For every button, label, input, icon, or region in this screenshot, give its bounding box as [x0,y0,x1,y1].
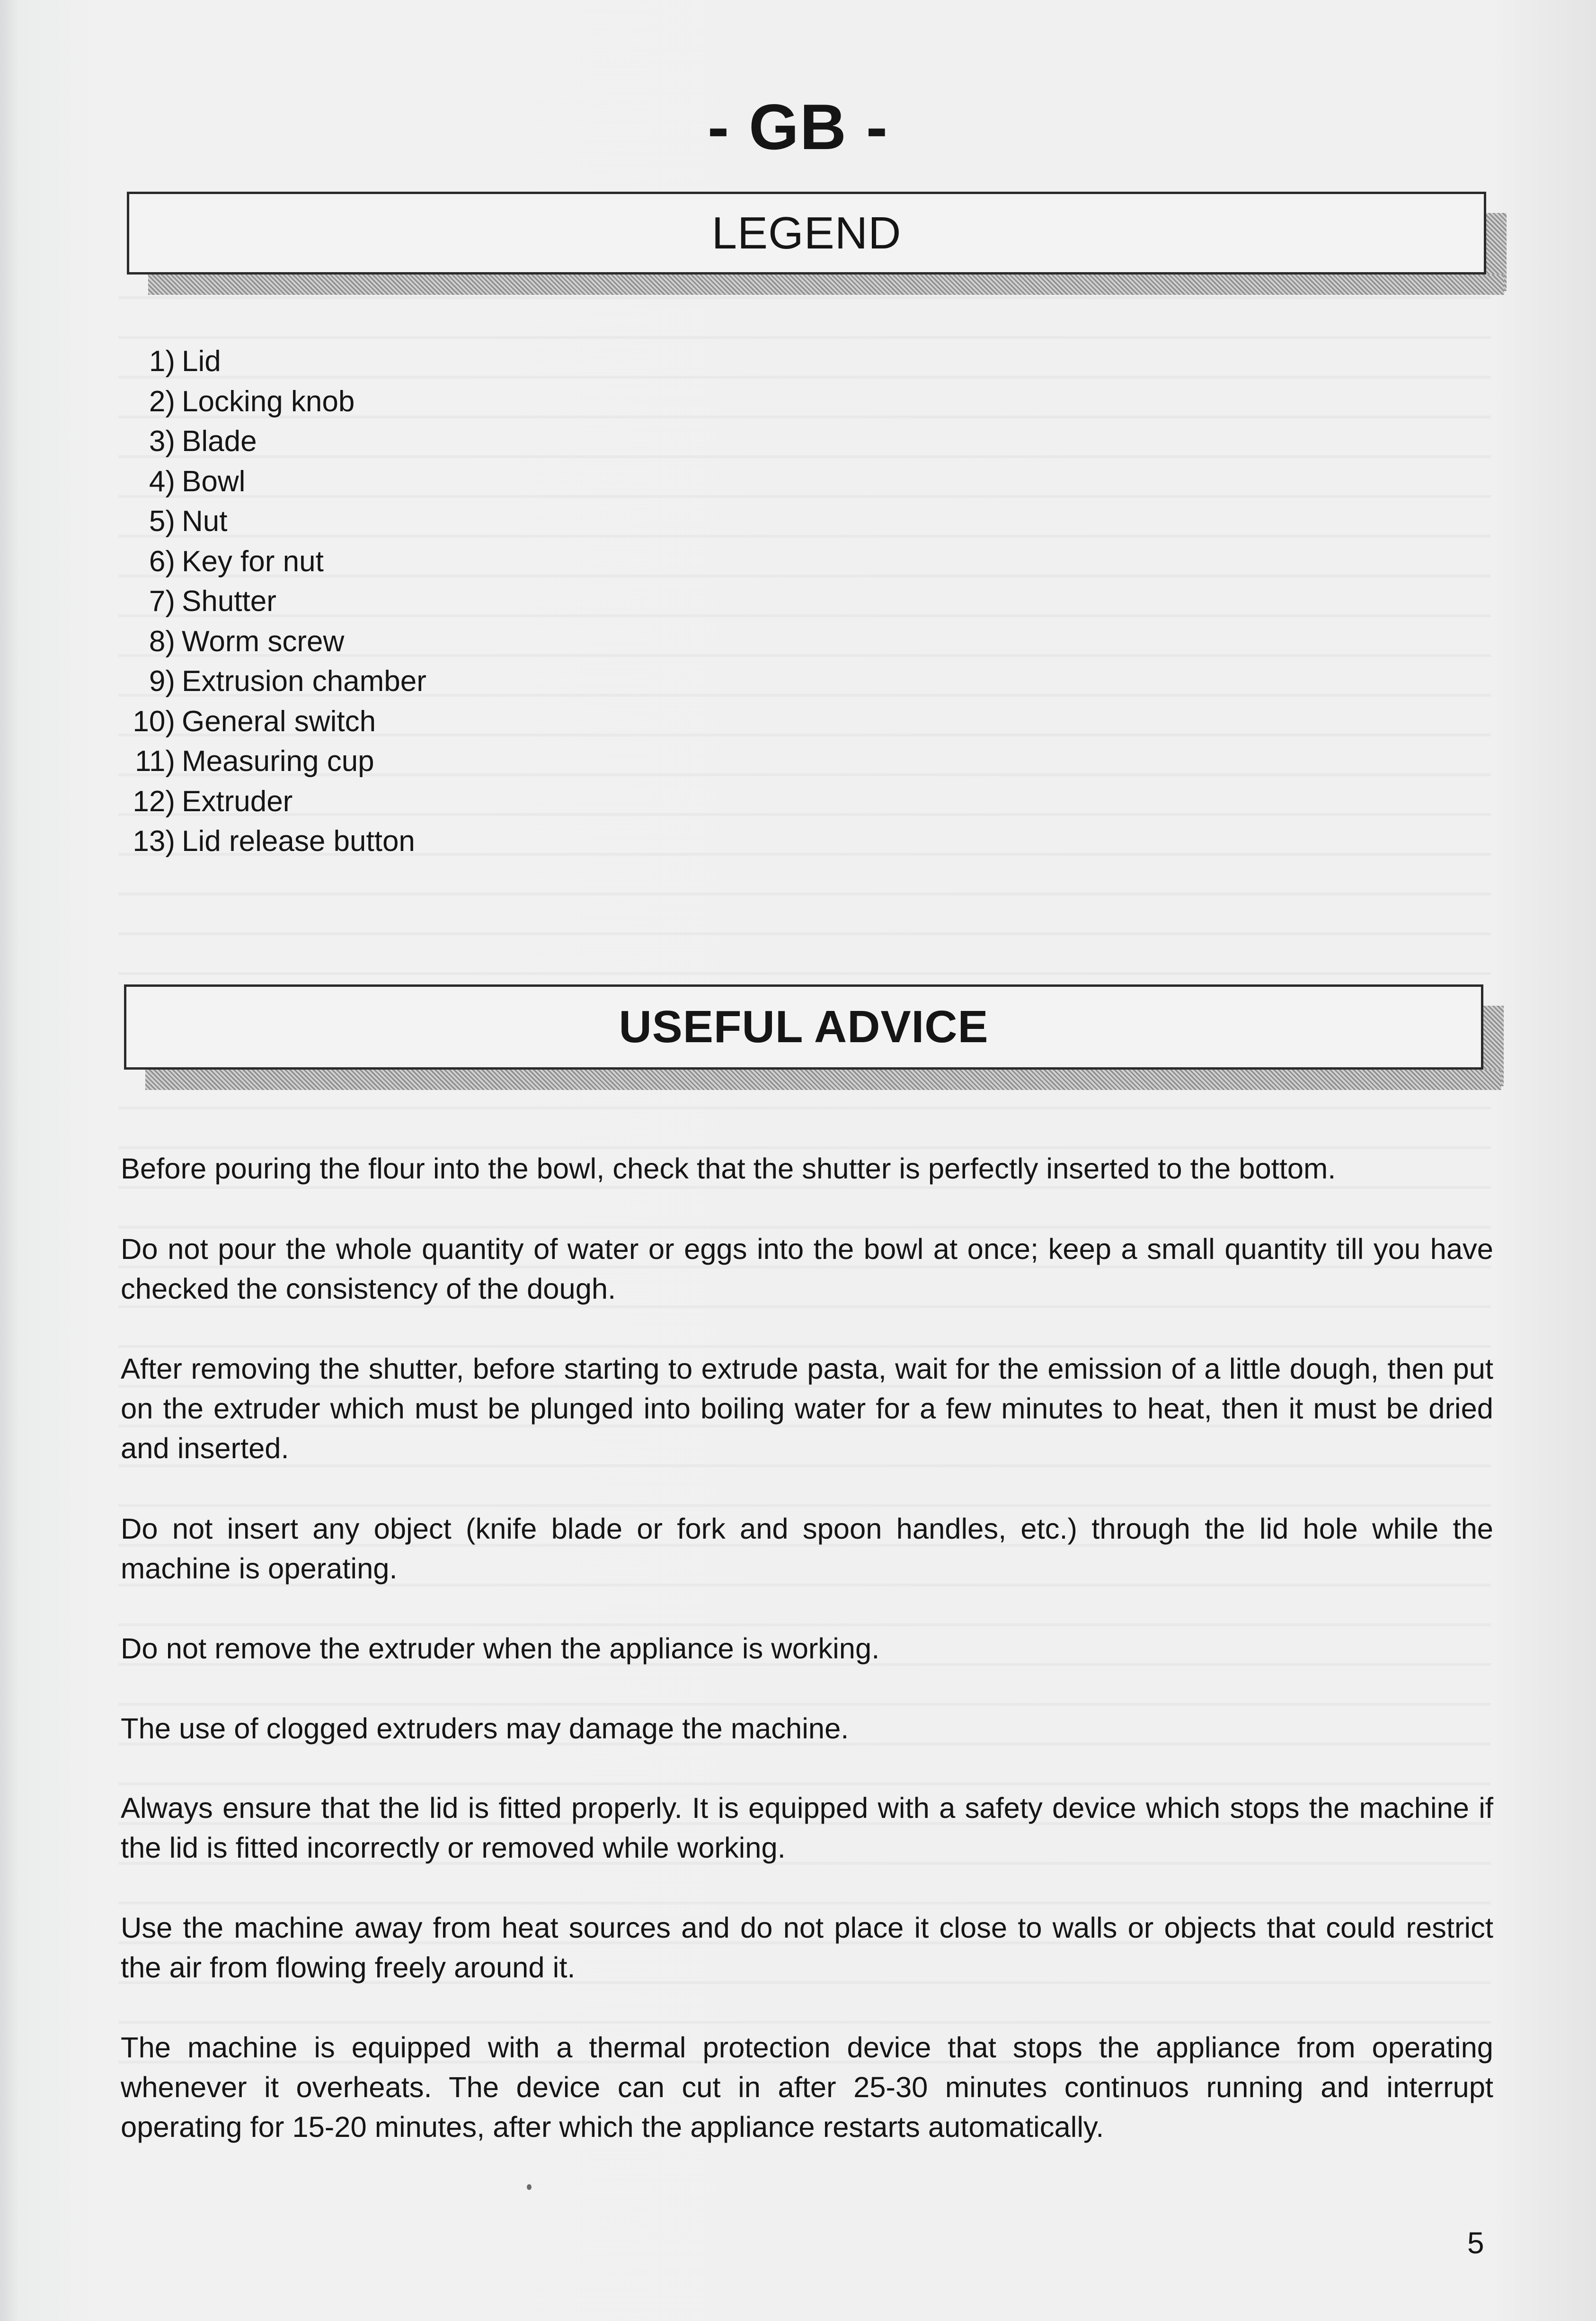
advice-paragraph: Do not insert any object (knife blade or fork and spoon handles, etc.) through the lid hole while the machine is operating. [121,1513,1493,1585]
legend-item [116,382,426,422]
legend-item-label: Blade [182,425,257,458]
legend-item-label: Nut [182,505,228,538]
legend-item-number: 7) [149,585,175,618]
legend-item [116,502,426,542]
advice-paragraph: Before pouring the flour into the bowl, check that the shutter is perfectly inserted to the bottom. [121,1152,1336,1185]
legend-item [116,622,426,662]
legend-item [116,582,426,622]
legend-title-box [127,192,1486,275]
legend-item-number: 6) [149,545,175,578]
legend-item [116,702,426,742]
country-heading: - GB - [707,91,889,163]
legend-item-label: Worm screw [182,625,345,658]
legend-item-number: 10) [133,705,175,738]
legend-item [116,742,426,782]
legend-item-label: Measuring cup [182,745,374,778]
legend-item-label: Extruder [182,785,293,818]
legend-item-number: 4) [149,465,175,498]
legend-item-number: 2) [149,385,175,418]
legend-item-label: Lid release button [182,825,415,858]
legend-item-label: Extrusion chamber [182,665,426,698]
legend-item [116,462,426,502]
legend-list [116,342,426,862]
legend-item-number: 5) [149,505,175,538]
advice-paragraph: Do not pour the whole quantity of water or eggs into the bowl at once; keep a small quantity till you have checked the consistency of the dough. [121,1233,1493,1305]
legend-item-label: Locking knob [182,385,355,418]
advice-paragraph: Always ensure that the lid is fitted properly. It is equipped with a safety device which stops the machine if the lid is fitted incorrectly or removed while working. [121,1792,1493,1864]
legend-item-label: Key for nut [182,545,324,578]
legend-item [116,662,426,702]
legend-item [116,822,426,862]
legend-item-number: 12) [133,785,175,818]
advice-paragraph: Use the machine away from heat sources and do not place it close to walls or objects that could restrict the air from flowing freely around it. [121,1912,1493,1984]
legend-item [116,342,426,382]
legend-item-label: Shutter [182,585,276,618]
legend-item [116,782,426,822]
legend-item-label: Bowl [182,465,246,498]
box-shadow [148,275,1504,295]
legend-item-label: Lid [182,345,221,378]
advice-title: USEFUL ADVICE [619,1001,989,1052]
page-number: 5 [1467,2226,1484,2260]
advice-paragraph: Do not remove the extruder when the appliance is working. [121,1632,880,1665]
legend-item-number: 11) [134,745,175,778]
legend-item-label: General switch [182,705,376,738]
legend-item-number: 8) [149,625,175,658]
legend-item-number: 3) [149,425,175,458]
legend-item-number: 1) [149,345,175,378]
legend-item [116,542,426,582]
advice-paragraph: The use of clogged extruders may damage the machine. [121,1712,849,1745]
box-shadow [145,1070,1501,1090]
advice-paragraph: After removing the shutter, before starting to extrude pasta, wait for the emission of a little dough, then put on the extruder which must be plunged into boiling water for a few minutes to heat, then it must be dried and inserted. [121,1353,1493,1465]
advice-paragraph: The machine is equipped with a thermal protection device that stops the appliance from operating whenever it overheats. The device can cut in after 25-30 minutes continuos running and interrupt operating for 15-20 minutes, after which the appliance restarts automatically. [121,2031,1493,2144]
legend-item-number: 9) [149,665,175,698]
print-speck [527,2184,532,2190]
legend-title: LEGEND [711,207,902,258]
legend-item [116,422,426,462]
advice-title-box [124,984,1483,1070]
legend-item-number: 13) [133,825,175,858]
